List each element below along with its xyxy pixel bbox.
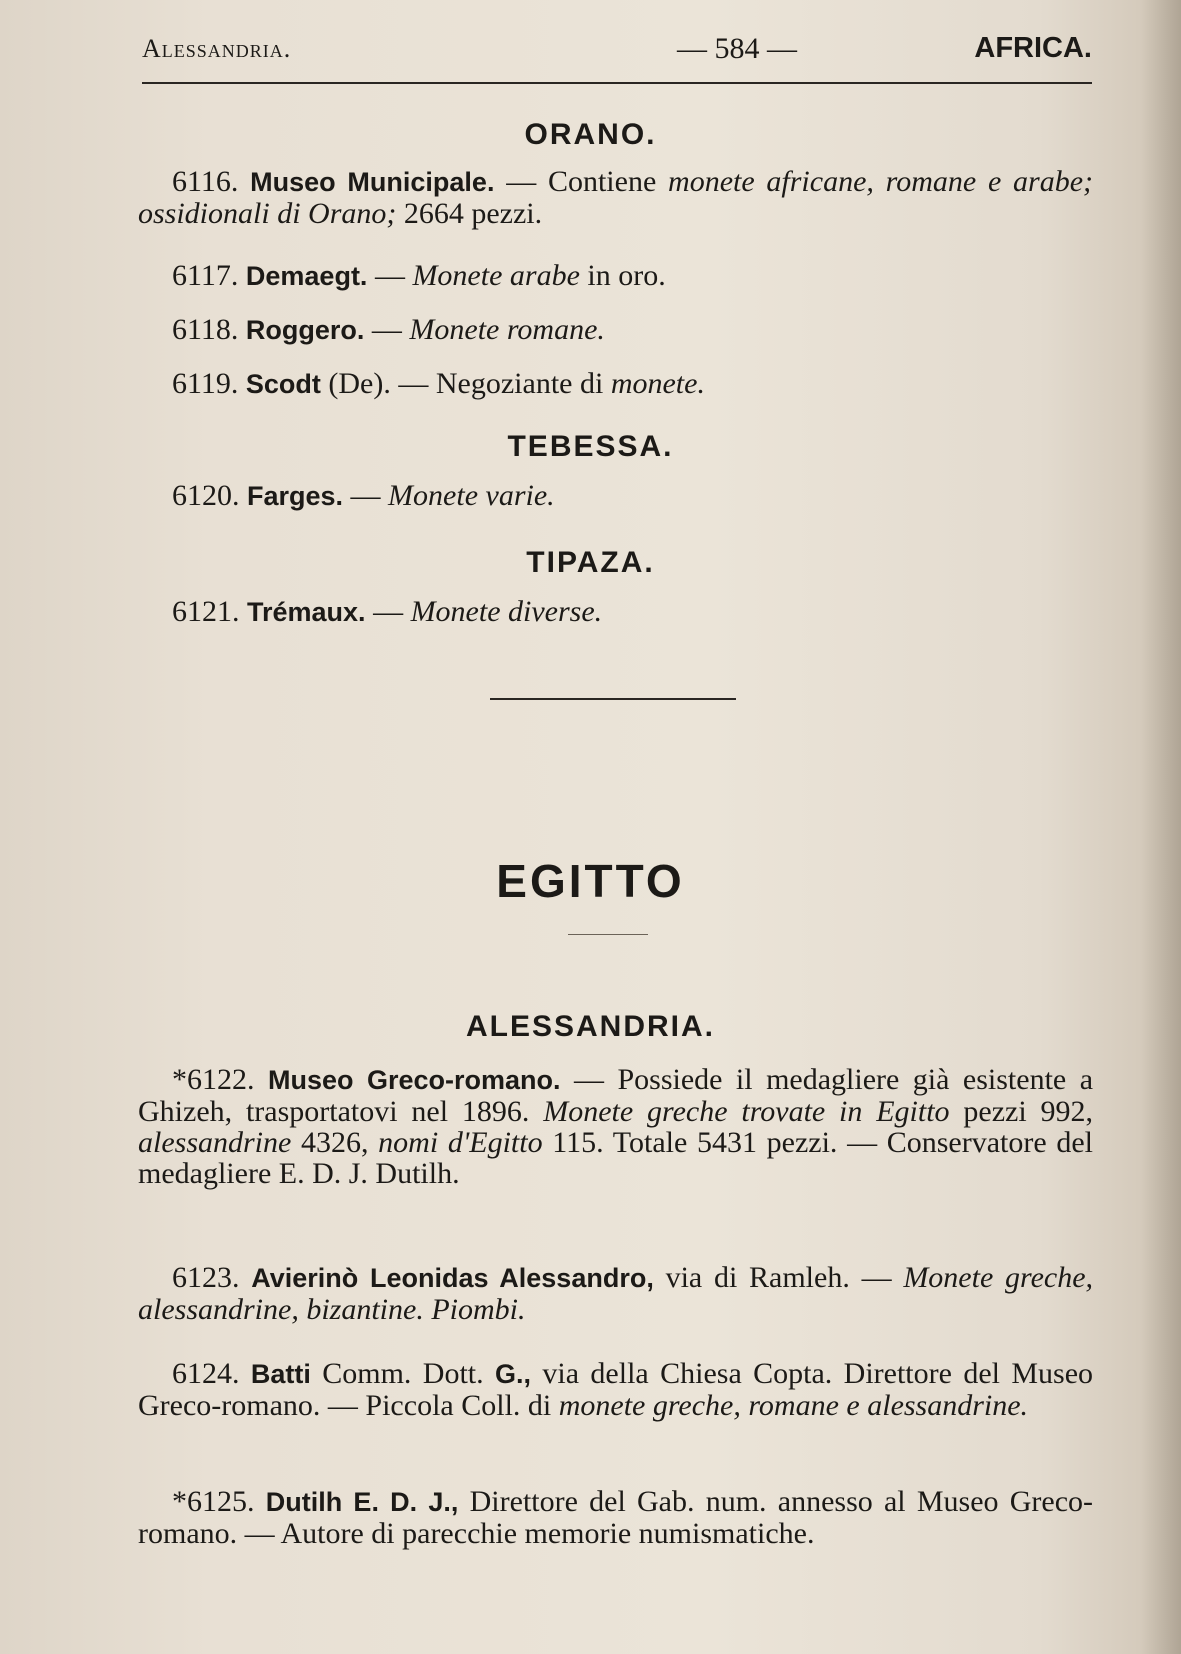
entry-6119 (138, 368, 1093, 400)
header-rule (142, 82, 1092, 84)
entry-text: — (364, 313, 410, 346)
header-continent: AFRICA. (974, 32, 1092, 64)
entry-6118 (138, 314, 1093, 346)
entry-name: Scodt (245, 369, 321, 399)
entry-text: 115. Totale 5431 pezzi. — Conservatore del medagliere E. D. J. Dutilh. (138, 1126, 1094, 1190)
entry-italic: Monete arabe (412, 259, 580, 292)
entry-italic: nomi d'Egitto (378, 1126, 543, 1159)
entry-6123 (138, 1262, 1093, 1325)
entry-name: Museo Municipale. (250, 167, 495, 197)
entry-italic: Monete romane. (409, 313, 605, 346)
entry-text: — (365, 595, 411, 628)
entry-number: *6122. (172, 1063, 255, 1096)
entry-number: 6123. (172, 1261, 240, 1294)
entry-text: via della Chiesa Copta. Direttore del Museo Greco-romano. — Piccola Coll. di (138, 1357, 1094, 1422)
entry-italic: alessandrine (138, 1126, 292, 1159)
entry-text: Comm. Dott. (310, 1357, 496, 1390)
entry-6124 (138, 1358, 1093, 1421)
entry-name: G., (495, 1359, 532, 1389)
page-number: — 584 — (677, 32, 797, 65)
entry-name: Farges. (247, 481, 344, 511)
entry-italic: Monete greche, alessandrine, bizantine. Piombi. (138, 1261, 1094, 1326)
running-header (142, 28, 1092, 68)
header-city: Alessandria. (142, 34, 292, 63)
chapter-title-egitto: EGITTO (496, 855, 685, 907)
entry-text: (De). — Negoziante di (320, 367, 611, 400)
chapter-divider (568, 934, 648, 935)
entry-number: *6125. (172, 1485, 255, 1518)
entry-text: Direttore del Gab. num. annesso al Museo Greco-romano. — Autore di parecchie memorie numismatiche. (138, 1485, 1094, 1550)
entry-name: Trémaux. (247, 597, 366, 627)
entry-italic: Monete greche trovate in Egitto (543, 1095, 950, 1128)
entry-italic: monete greche, romane e alessandrine. (558, 1389, 1029, 1422)
entry-text: in oro. (579, 259, 666, 292)
entry-6122 (138, 1064, 1093, 1189)
entry-text: 4326, (291, 1126, 379, 1159)
entry-text: — (343, 479, 389, 512)
entry-number: 6118. (172, 313, 239, 346)
entry-number: 6120. (172, 479, 240, 512)
entry-6120 (138, 480, 1093, 512)
entry-text: via di Ramleh. — (653, 1261, 904, 1294)
section-title-tebessa: TEBESSA. (507, 430, 674, 463)
entry-text: — (367, 259, 413, 292)
entry-text: 2664 pezzi. (396, 197, 543, 230)
entry-name: Museo Greco-romano. (267, 1065, 561, 1095)
entry-name: Demaegt. (245, 261, 368, 291)
entry-6121 (138, 596, 1093, 628)
entry-italic: monete. (610, 367, 705, 400)
entry-italic: monete africane, romane e arabe; ossidionali di Orano; (138, 165, 1093, 230)
entry-6125 (138, 1486, 1093, 1549)
entry-number: 6116. (172, 165, 239, 198)
entry-6116 (138, 166, 1093, 229)
entry-name: Roggero. (245, 315, 365, 345)
entry-text: pezzi 992, (949, 1095, 1093, 1128)
entry-text: — Contiene (494, 165, 669, 198)
section-title-alessandria: ALESSANDRIA. (465, 1010, 715, 1043)
section-title-tipaza: TIPAZA. (526, 546, 655, 579)
entry-italic: Monete diverse. (410, 595, 603, 628)
entry-text: — Possiede il medagliere già esistente a Ghizeh, trasportatovi nel 1896. (138, 1063, 1094, 1128)
page-edge-shadow (1141, 0, 1181, 1654)
entry-number: 6119. (172, 367, 239, 400)
entry-number: 6117. (172, 259, 239, 292)
section-divider (490, 698, 736, 700)
section-title-orano: ORANO. (524, 118, 657, 151)
entry-number: 6121. (172, 595, 240, 628)
entry-italic: Monete varie. (388, 479, 555, 512)
entry-name: Dutilh E. D. J., (265, 1487, 459, 1517)
entry-6117 (138, 260, 1093, 292)
entry-name: Avierinò Leonidas Alessandro, (251, 1263, 654, 1293)
entry-name: Batti (250, 1359, 311, 1389)
entry-number: 6124. (172, 1357, 240, 1390)
